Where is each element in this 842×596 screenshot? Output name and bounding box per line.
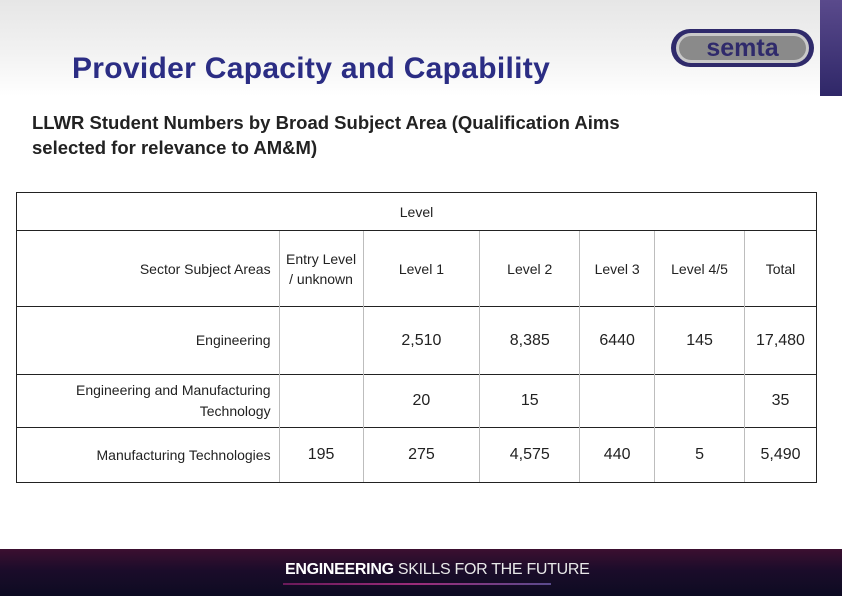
- logo-text: semta: [706, 34, 779, 62]
- header-level-1: Level 1: [363, 231, 480, 307]
- cell-level-3: [580, 375, 655, 428]
- header-sector-subject-areas: Sector Subject Areas: [17, 231, 280, 307]
- cell-area: Manufacturing Technologies: [17, 428, 280, 483]
- cell-level-1: 2,510: [363, 307, 480, 375]
- footer-bold-word: ENGINEERING: [285, 561, 394, 578]
- header-level-4-5: Level 4/5: [655, 231, 745, 307]
- cell-total: 17,480: [744, 307, 816, 375]
- cell-level-2: 8,385: [480, 307, 580, 375]
- cell-level-2: 15: [480, 375, 580, 428]
- cell-level-4-5: 5: [655, 428, 745, 483]
- header-total: Total: [744, 231, 816, 307]
- cell-area: Engineering: [17, 307, 280, 375]
- semta-logo: [670, 26, 815, 70]
- cell-level-3: 440: [580, 428, 655, 483]
- table-row: [17, 428, 817, 483]
- decorative-stripe: [820, 0, 842, 96]
- cell-level-3: 6440: [580, 307, 655, 375]
- table-row: [17, 307, 817, 375]
- header-level-2: Level 2: [480, 231, 580, 307]
- header-entry-level: Entry Level / unknown: [279, 231, 363, 307]
- cell-area: Engineering and Manufacturing Technology: [17, 375, 280, 428]
- cell-level-1: 275: [363, 428, 480, 483]
- table-row: [17, 375, 817, 428]
- level-header: Level: [17, 193, 817, 231]
- subtitle-line-1: LLWR Student Numbers by Broad Subject Area (Qualification Aims: [32, 112, 620, 133]
- slide-title: Provider Capacity and Capability: [72, 52, 551, 85]
- cell-total: 35: [744, 375, 816, 428]
- footer-tagline: [285, 561, 590, 579]
- footer-underline: [283, 583, 551, 585]
- table-level-row: [17, 193, 817, 231]
- footer-rest: SKILLS FOR THE FUTURE: [393, 561, 590, 578]
- header-level-3: Level 3: [580, 231, 655, 307]
- subtitle-line-2: selected for relevance to AM&M): [32, 137, 318, 158]
- cell-level-4-5: 145: [655, 307, 745, 375]
- cell-total: 5,490: [744, 428, 816, 483]
- cell-level-1: 20: [363, 375, 480, 428]
- slide-subtitle: [32, 110, 792, 160]
- table-header-row: [17, 231, 817, 307]
- cell-entry: 195: [279, 428, 363, 483]
- cell-level-2: 4,575: [480, 428, 580, 483]
- cell-entry: [279, 375, 363, 428]
- student-numbers-table: [16, 192, 817, 483]
- cell-level-4-5: [655, 375, 745, 428]
- cell-entry: [279, 307, 363, 375]
